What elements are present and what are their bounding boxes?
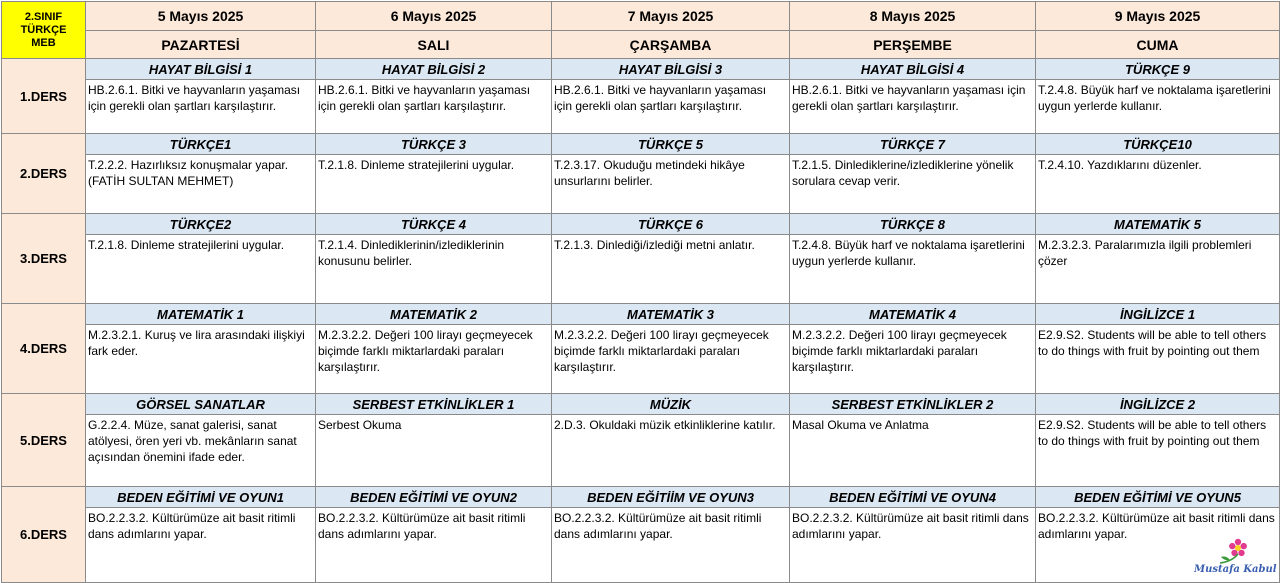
class-grade: 2.SINIF bbox=[24, 10, 63, 23]
day-cell: PAZARTESİ bbox=[86, 31, 316, 59]
subject-cell: HAYAT BİLGİSİ 3 bbox=[552, 59, 790, 80]
learning-outcome-cell: M.2.3.2.1. Kuruş ve lira arasındaki ilişkiyi fark eder. bbox=[86, 325, 316, 394]
learning-outcome-cell: BO.2.2.3.2. Kültürümüze ait basit ritimli dans adımlarını yapar. bbox=[1036, 508, 1280, 583]
subject-cell: TÜRKÇE 6 bbox=[552, 214, 790, 235]
learning-outcome-cell: T.2.4.10. Yazdıklarını düzenler. bbox=[1036, 155, 1280, 214]
learning-outcome-cell: T.2.2.2. Hazırlıksız konuşmalar yapar.(FATİH SULTAN MEHMET) bbox=[86, 155, 316, 214]
subject-cell: TÜRKÇE 7 bbox=[790, 134, 1036, 155]
subject-cell: TÜRKÇE 3 bbox=[316, 134, 552, 155]
subject-cell: MATEMATİK 1 bbox=[86, 304, 316, 325]
learning-outcome-cell: T.2.1.8. Dinleme stratejilerini uygular. bbox=[86, 235, 316, 304]
learning-outcome-cell: HB.2.6.1. Bitki ve hayvanların yaşaması için gerekli olan şartları karşılaştırır. bbox=[552, 80, 790, 134]
author-signature-logo bbox=[1194, 535, 1277, 575]
learning-outcome-cell: T.2.1.8. Dinleme stratejilerini uygular. bbox=[316, 155, 552, 214]
subject-cell: MATEMATİK 3 bbox=[552, 304, 790, 325]
date-cell: 9 Mayıs 2025 bbox=[1036, 2, 1280, 31]
subject-cell: BEDEN EĞİTİMİ VE OYUN5 bbox=[1036, 487, 1280, 508]
lesson-period-label: 4.DERS bbox=[2, 304, 86, 394]
lesson-period-label: 3.DERS bbox=[2, 214, 86, 304]
learning-outcome-cell: Serbest Okuma bbox=[316, 415, 552, 487]
lesson-outcome-row bbox=[2, 235, 1280, 304]
day-cell: ÇARŞAMBA bbox=[552, 31, 790, 59]
date-cell: 6 Mayıs 2025 bbox=[316, 2, 552, 31]
class-curriculum: MEB bbox=[31, 36, 56, 49]
lesson-period-label: 2.DERS bbox=[2, 134, 86, 214]
date-cell: 8 Mayıs 2025 bbox=[790, 2, 1036, 31]
date-cell: 5 Mayıs 2025 bbox=[86, 2, 316, 31]
subject-cell: MATEMATİK 2 bbox=[316, 304, 552, 325]
learning-outcome-cell: T.2.1.4. Dinlediklerinin/izlediklerinin konusunu belirler. bbox=[316, 235, 552, 304]
lesson-period-label: 1.DERS bbox=[2, 59, 86, 134]
subject-cell: BEDEN EĞİTİMİ VE OYUN1 bbox=[86, 487, 316, 508]
lesson-subject-row bbox=[2, 134, 1280, 155]
lesson-subject-row bbox=[2, 214, 1280, 235]
learning-outcome-cell: 2.D.3. Okuldaki müzik etkinliklerine katılır. bbox=[552, 415, 790, 487]
subject-cell: TÜRKÇE 9 bbox=[1036, 59, 1280, 80]
class-subject: TÜRKÇE bbox=[20, 23, 67, 36]
learning-outcome-cell: T.2.4.8. Büyük harf ve noktalama işaretlerini uygun yerlerde kullanır. bbox=[790, 235, 1036, 304]
learning-outcome-cell: HB.2.6.1. Bitki ve hayvanların yaşaması için gerekli olan şartları karşılaştırır. bbox=[790, 80, 1036, 134]
day-cell: SALI bbox=[316, 31, 552, 59]
subject-cell: MÜZİK bbox=[552, 394, 790, 415]
date-cell: 7 Mayıs 2025 bbox=[552, 2, 790, 31]
subject-cell: TÜRKÇE1 bbox=[86, 134, 316, 155]
day-row bbox=[2, 31, 1280, 59]
date-row bbox=[2, 2, 1280, 31]
learning-outcome-cell: BO.2.2.3.2. Kültürümüze ait basit ritimli dans adımlarını yapar. bbox=[552, 508, 790, 583]
lesson-period-label: 6.DERS bbox=[2, 487, 86, 583]
learning-outcome-cell: G.2.2.4. Müze, sanat galerisi, sanat atölyesi, ören yeri vb. mekânların sanat açısından önemini ifade eder. bbox=[86, 415, 316, 487]
learning-outcome-cell: T.2.1.3. Dinlediği/izlediği metni anlatır. bbox=[552, 235, 790, 304]
lesson-outcome-row bbox=[2, 80, 1280, 134]
subject-cell: BEDEN EĞİTİİM VE OYUN3 bbox=[552, 487, 790, 508]
learning-outcome-cell: BO.2.2.3.2. Kültürümüze ait basit ritimli dans adımlarını yapar. bbox=[316, 508, 552, 583]
learning-outcome-cell: T.2.1.5. Dinlediklerine/izlediklerine yönelik sorulara cevap verir. bbox=[790, 155, 1036, 214]
lesson-outcome-row bbox=[2, 325, 1280, 394]
subject-cell: TÜRKÇE 4 bbox=[316, 214, 552, 235]
subject-cell: HAYAT BİLGİSİ 2 bbox=[316, 59, 552, 80]
learning-outcome-cell: T.2.3.17. Okuduğu metindeki hikâye unsurlarını belirler. bbox=[552, 155, 790, 214]
learning-outcome-cell: M.2.3.2.2. Değeri 100 lirayı geçmeyecek biçimde farklı miktarlardaki paraları karşılaştırır. bbox=[790, 325, 1036, 394]
subject-cell: GÖRSEL SANATLAR bbox=[86, 394, 316, 415]
learning-outcome-cell: M.2.3.2.2. Değeri 100 lirayı geçmeyecek biçimde farklı miktarlardaki paraları karşılaştırır. bbox=[552, 325, 790, 394]
subject-cell: İNGİLİZCE 1 bbox=[1036, 304, 1280, 325]
author-signature: Mustafa Kabul bbox=[1194, 564, 1277, 575]
learning-outcome-cell: Masal Okuma ve Anlatma bbox=[790, 415, 1036, 487]
subject-cell: MATEMATİK 4 bbox=[790, 304, 1036, 325]
subject-cell: BEDEN EĞİTİMİ VE OYUN4 bbox=[790, 487, 1036, 508]
subject-cell: SERBEST ETKİNLİKLER 2 bbox=[790, 394, 1036, 415]
learning-outcome-cell: HB.2.6.1. Bitki ve hayvanların yaşaması için gerekli olan şartları karşılaştırır. bbox=[316, 80, 552, 134]
lesson-period-label: 5.DERS bbox=[2, 394, 86, 487]
subject-cell: BEDEN EĞİTİMİ VE OYUN2 bbox=[316, 487, 552, 508]
day-cell: CUMA bbox=[1036, 31, 1280, 59]
subject-cell: SERBEST ETKİNLİKLER 1 bbox=[316, 394, 552, 415]
learning-outcome-cell: BO.2.2.3.2. Kültürümüze ait basit ritimli dans adımlarını yapar. bbox=[790, 508, 1036, 583]
learning-outcome-cell: E2.9.S2. Students will be able to tell others to do things with fruit by pointing out them bbox=[1036, 325, 1280, 394]
lesson-outcome-row bbox=[2, 508, 1280, 583]
subject-cell: TÜRKÇE 5 bbox=[552, 134, 790, 155]
subject-cell: MATEMATİK 5 bbox=[1036, 214, 1280, 235]
lesson-subject-row bbox=[2, 59, 1280, 80]
subject-cell: HAYAT BİLGİSİ 4 bbox=[790, 59, 1036, 80]
learning-outcome-cell: E2.9.S2. Students will be able to tell others to do things with fruit by pointing out them bbox=[1036, 415, 1280, 487]
learning-outcome-cell: M.2.3.2.3. Paralarımızla ilgili problemleri çözer bbox=[1036, 235, 1280, 304]
lesson-subject-row bbox=[2, 304, 1280, 325]
subject-cell: HAYAT BİLGİSİ 1 bbox=[86, 59, 316, 80]
subject-cell: TÜRKÇE10 bbox=[1036, 134, 1280, 155]
day-cell: PERŞEMBE bbox=[790, 31, 1036, 59]
learning-outcome-cell: M.2.3.2.2. Değeri 100 lirayı geçmeyecek biçimde farklı miktarlardaki paraları karşılaştırır. bbox=[316, 325, 552, 394]
subject-cell: İNGİLİZCE 2 bbox=[1036, 394, 1280, 415]
learning-outcome-cell: HB.2.6.1. Bitki ve hayvanların yaşaması için gerekli olan şartları karşılaştırır. bbox=[86, 80, 316, 134]
learning-outcome-cell: BO.2.2.3.2. Kültürümüze ait basit ritimli dans adımlarını yapar. bbox=[86, 508, 316, 583]
learning-outcome-cell: T.2.4.8. Büyük harf ve noktalama işaretlerini uygun yerlerde kullanır. bbox=[1036, 80, 1280, 134]
lesson-subject-row bbox=[2, 394, 1280, 415]
weekly-schedule-table bbox=[1, 1, 1280, 583]
class-label-cell bbox=[2, 2, 86, 59]
subject-cell: TÜRKÇE2 bbox=[86, 214, 316, 235]
lesson-subject-row bbox=[2, 487, 1280, 508]
lesson-outcome-row bbox=[2, 415, 1280, 487]
subject-cell: TÜRKÇE 8 bbox=[790, 214, 1036, 235]
lesson-outcome-row bbox=[2, 155, 1280, 214]
